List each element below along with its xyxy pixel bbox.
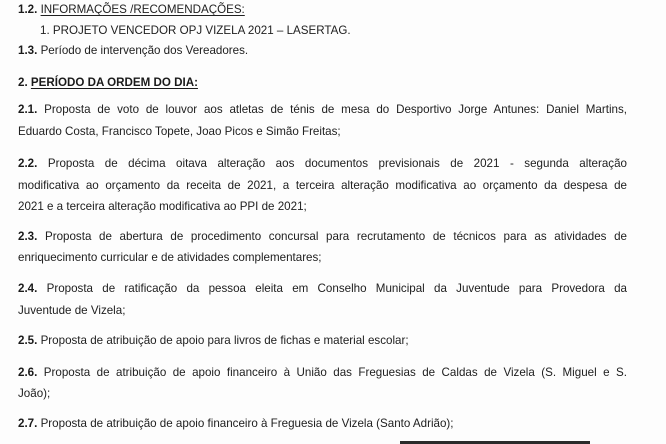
item-number: 2.2. — [18, 157, 38, 170]
item-number: 2.7. — [18, 417, 38, 430]
item-text: Proposta de atribuição de apoio financeiro à União das Freguesias de Caldas de Vizela (S. Miguel e S. — [43, 366, 627, 379]
item-2-4-line-2: Juventude de Vizela; — [18, 304, 126, 317]
section-2-heading — [18, 76, 198, 90]
section-number: 2. — [18, 76, 28, 89]
item-2-2-line-2: modificativa ao orçamento da receita de 2021, a terceira alteração modificativa ao orçamento da despesa de — [18, 179, 627, 192]
item-2-3-line-2: enriquecimento curricular e de atividades complementares; — [18, 251, 322, 264]
section-number: 1.2. — [18, 3, 38, 16]
item-number: 2.4. — [18, 282, 38, 295]
item-2-7-line-1 — [18, 417, 454, 431]
item-number: 2.1. — [18, 103, 38, 116]
item-text: Proposta de atribuição de apoio financeiro à Freguesia de Vizela (Santo Adrião); — [40, 417, 454, 430]
item-2-2-line-3: 2021 e a terceira alteração modificativa ao PPI de 2021; — [18, 200, 307, 213]
item-text: Proposta de ratificação da pessoa eleita em Conselho Municipal da Juventude para Provedora da — [46, 282, 627, 295]
section-title: INFORMAÇÕES /RECOMENDAÇÕES: — [40, 3, 245, 16]
item-2-6-line-2: João); — [18, 387, 51, 400]
item-text: Proposta de abertura de procedimento concursal para recrutamento de técnicos para as atividades de — [44, 230, 627, 243]
item-2-1-line-1 — [18, 103, 627, 117]
item-2-5-line-1 — [18, 334, 409, 348]
section-text: Período de intervenção dos Vereadores. — [40, 44, 249, 57]
item-number: 2.3. — [18, 230, 38, 243]
item-2-2-line-1 — [18, 157, 627, 171]
section-number: 1.3. — [18, 44, 38, 57]
item-number: 2.5. — [18, 334, 38, 347]
item-2-1-line-2: Eduardo Costa, Francisco Topete, Joao Picos e Simão Freitas; — [18, 125, 341, 138]
section-1-2-item-1: 1. PROJETO VENCEDOR OPJ VIZELA 2021 – LASERTAG. — [40, 24, 351, 37]
section-1-2-heading — [18, 3, 245, 17]
item-2-3-line-1 — [18, 230, 627, 244]
item-text: Proposta de voto de louvor aos atletas de ténis de mesa do Desportivo Jorge Antunes: Daniel Martins, — [44, 103, 627, 116]
section-1-3 — [18, 44, 248, 58]
item-text: Proposta de atribuição de apoio para livros de fichas e material escolar; — [40, 334, 409, 347]
item-text: Proposta de décima oitava alteração aos documentos previsionais de 2021 - segunda alteração — [47, 157, 627, 170]
item-2-4-line-1 — [18, 282, 627, 296]
item-number: 2.6. — [18, 366, 38, 379]
item-2-6-line-1 — [18, 366, 627, 380]
section-title: PERÍODO DA ORDEM DO DIA: — [30, 76, 198, 89]
